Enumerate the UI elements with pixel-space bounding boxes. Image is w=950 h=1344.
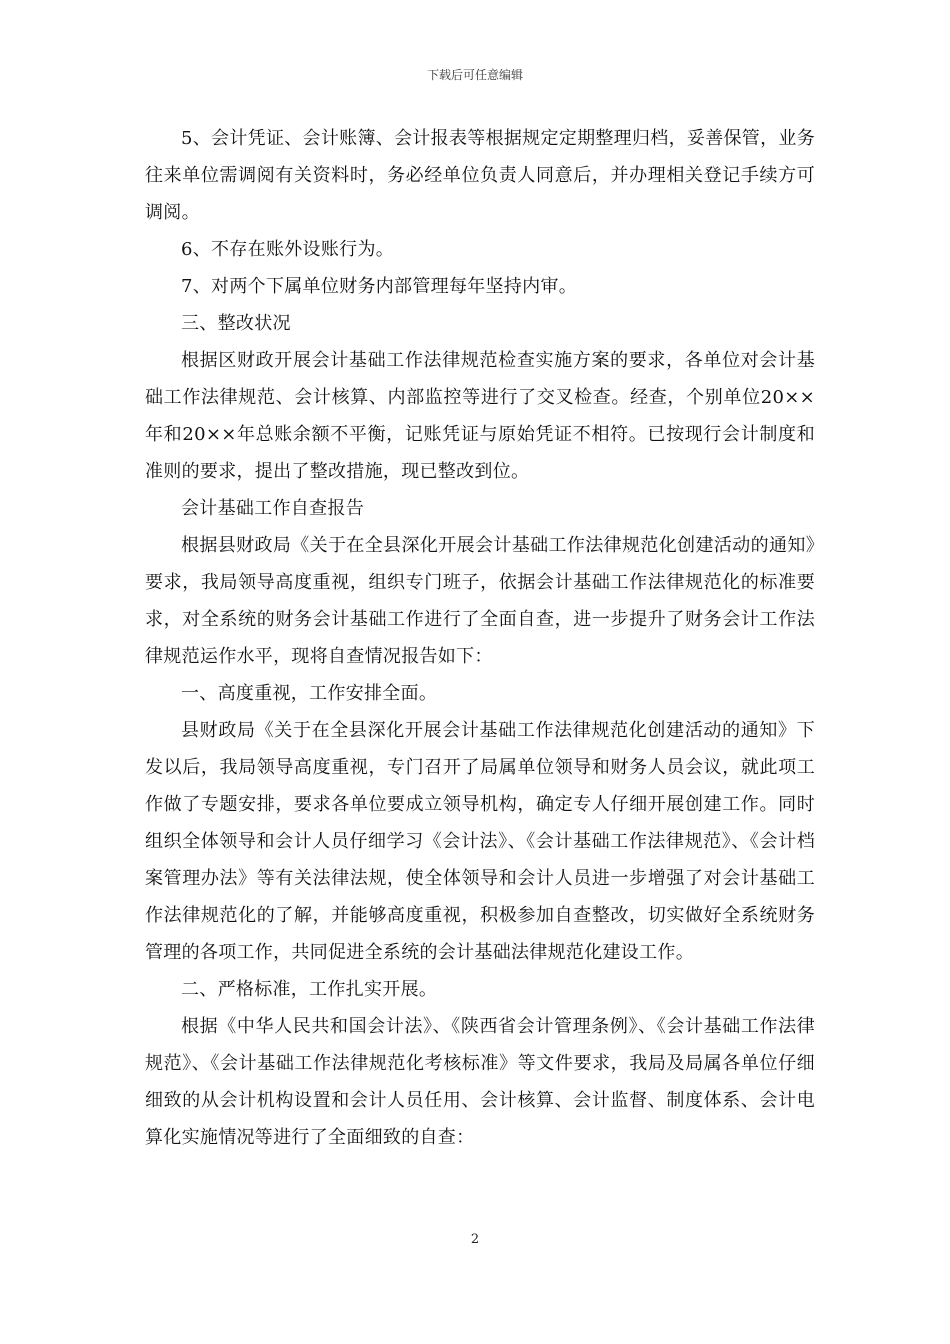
report-title: 会计基础工作自查报告: [181, 498, 364, 519]
paragraph-report-intro: 根据县财政局《关于在全县深化开展会计基础工作法律规范化创建活动的通知》要求，我局领导高度重视，组织专门班子，依据会计基础工作法律规范化的标准要求，对全系统的财务会计基础工作进行了全面自查，进一步提升了财务会计工作法律规范运作水平，现将自查情况报告如下：: [145, 535, 815, 667]
document-body: [145, 120, 815, 1156]
paragraph-no-offbook: 6、不存在账外设账行为。: [181, 239, 395, 260]
section-heading-standards: 二、严格标准，工作扎实开展。: [181, 979, 438, 1000]
paragraph-rectification: 根据区财政开展会计基础工作法律规范检查实施方案的要求，各单位对会计基础工作法律规范、会计核算、内部监控等进行了交叉检查。经查，个别单位20××年和20××年总账余额不平衡，记账凭证与原始凭证不相符。已按现行会计制度和准则的要求，提出了整改措施，现已整改到位。: [145, 350, 815, 482]
paragraph-attention: 县财政局《关于在全县深化开展会计基础工作法律规范化创建活动的通知》下发以后，我局领导高度重视，专门召开了局属单位领导和财务人员会议，就此项工作做了专题安排，要求各单位要成立领导机构，确定专人仔细开展创建工作。同时组织全体领导和会计人员仔细学习《会计法》、《会计基础工作法律规范》、《会计档案管理办法》等有关法律法规，使全体领导和会计人员进一步增强了对会计基础工作法律规范化的了解，并能够高度重视，积极参加自查整改，切实做好全系统财务管理的各项工作，共同促进全系统的会计基础法律规范化建设工作。: [145, 720, 815, 963]
paragraph-archiving: 5、会计凭证、会计账簿、会计报表等根据规定定期整理归档，妥善保管，业务往来单位需调阅有关资料时，务必经单位负责人同意后，并办理相关登记手续方可调阅。: [145, 128, 815, 223]
paragraph-standards: 根据《中华人民共和国会计法》、《陕西省会计管理条例》、《会计基础工作法律规范》、《会计基础工作法律规范化考核标准》等文件要求，我局及局属各单位仔细细致的从会计机构设置和会计人员任用、会计核算、会计监督、制度体系、会计电算化实施情况等进行了全面细致的自查：: [145, 1016, 815, 1148]
section-heading-attention: 一、高度重视，工作安排全面。: [181, 683, 438, 704]
page-number: 2: [470, 1232, 480, 1247]
section-heading-rectification: 三、整改状况: [181, 313, 291, 334]
page-header-note: 下载后可任意编辑: [426, 68, 523, 82]
paragraph-internal-audit: 7、对两个下属单位财务内部管理每年坚持内审。: [181, 276, 578, 297]
